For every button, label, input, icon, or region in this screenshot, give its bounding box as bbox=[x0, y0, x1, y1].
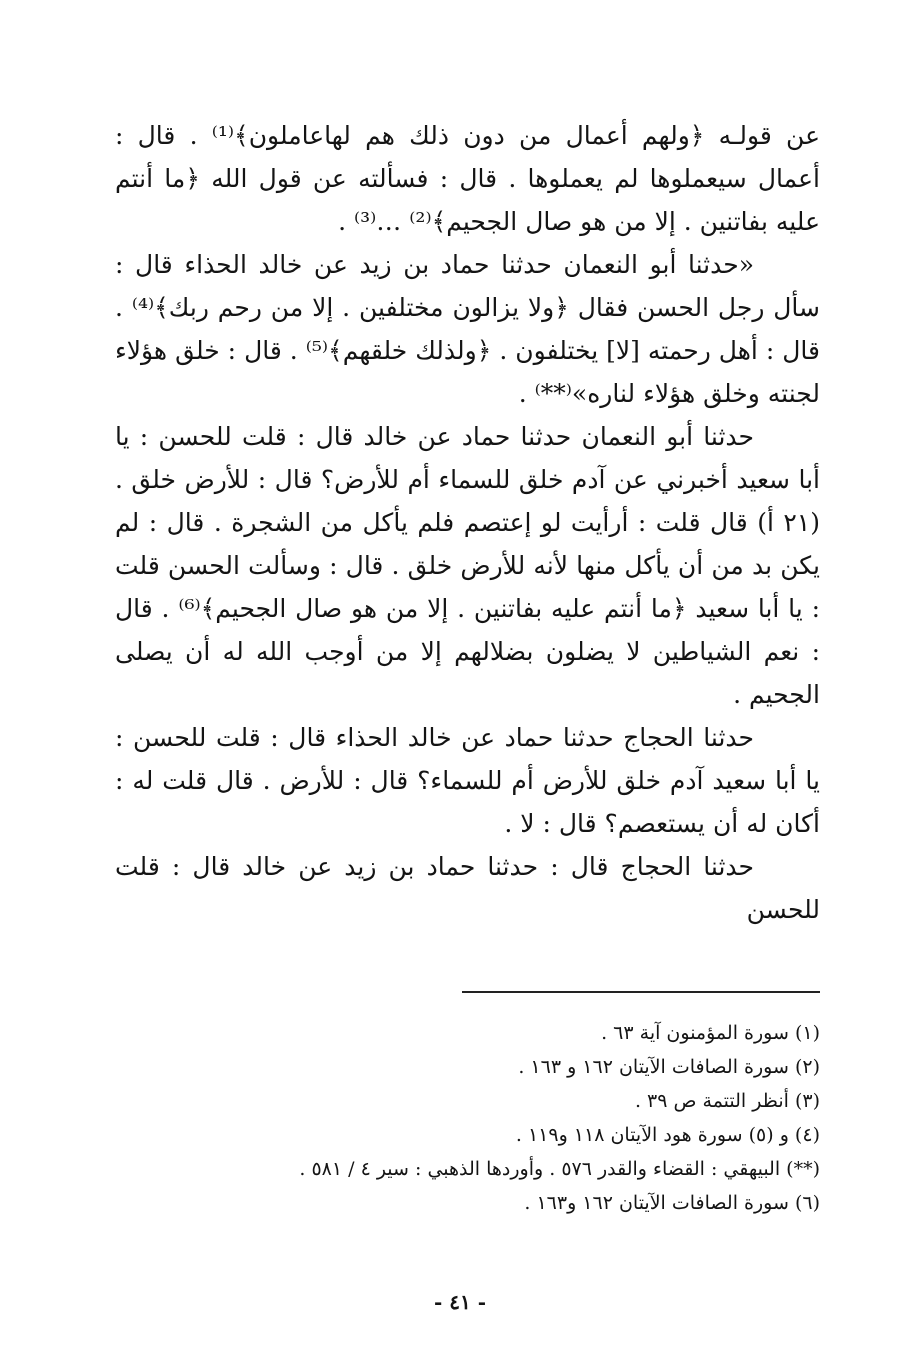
footnote-text: سورة الصافات الآيتان ١٦٢ و١٦٣ . bbox=[524, 1192, 789, 1214]
footnote-text: أنظر التتمة ص ٣٩ . bbox=[634, 1090, 789, 1112]
footnotes bbox=[120, 1016, 820, 1220]
paragraph: حدثنا الحجاج قال : حدثنا حماد بن زيد عن خالد قال : قلت للحسن bbox=[115, 852, 820, 924]
paragraph: حدثنا أبو النعمان حدثنا حماد عن خالد قال : قلت للحسن : يا أبا سعيد أخبرني عن آدم خلق للسماء أم للأرض؟ قال : للأرض خلق . (٢١ أ) قال قلت : أرأيت لو إعتصم فلم يأكل من الشجرة . قال : لم يكن بد من أن يأكل منها لأنه للأرض خلق . قال : وسألت الحسن قلت : يا أبا سعيد ﴿ما أنتم عليه بفاتنين . إلا من هو صال الجحيم﴾⁽⁶⁾ . قال : نعم الشياطين لا يضلون بضلالهم إلا من أوجب الله له أن يصلى الجحيم . bbox=[115, 422, 820, 709]
footnote-item bbox=[120, 1016, 820, 1050]
footnote-marker: (٢) bbox=[794, 1056, 820, 1078]
footnote-text: البيهقي : القضاء والقدر ٥٧٦ . وأوردها الذهبي : سير ٤ / ٥٨١ . bbox=[299, 1158, 781, 1180]
paragraph: «حدثنا أبو النعمان حدثنا حماد بن زيد عن خالد الحذاء قال : سأل رجل الحسن فقال ﴿ولا يزالون مختلفين . إلا من رحم ربك﴾⁽⁴⁾ . قال : أهل رحمته [لا] يختلفون . ﴿ولذلك خلقهم﴾⁽⁵⁾ . قال : خلق هؤلاء لجنته وخلق هؤلاء لناره»⁽**⁾ . bbox=[115, 250, 820, 408]
footnote-text: سورة هود الآيتان ١١٨ و١١٩ . bbox=[515, 1124, 743, 1146]
footnote-item bbox=[120, 1118, 820, 1152]
footnote-text: سورة المؤمنون آية ٦٣ . bbox=[601, 1022, 789, 1044]
footnote-text: سورة الصافات الآيتان ١٦٢ و ١٦٣ . bbox=[518, 1056, 789, 1078]
footnote-marker: (**) bbox=[786, 1158, 820, 1180]
footnote-item bbox=[120, 1050, 820, 1084]
footnote-marker: (٤) و (٥) bbox=[748, 1124, 820, 1146]
main-text bbox=[115, 114, 820, 931]
paragraph: حدثنا الحجاج حدثنا حماد عن خالد الحذاء قال : قلت للحسن : يا أبا سعيد آدم خلق للأرض أم للسماء؟ قال : للأرض . قال قلت له : أكان له أن يستعصم؟ قال : لا . bbox=[115, 723, 820, 838]
page-number: - ٤١ - bbox=[433, 1290, 486, 1314]
footnote-marker: (٦) bbox=[794, 1192, 820, 1214]
footnote-marker: (١) bbox=[794, 1022, 820, 1044]
footnote-item bbox=[120, 1186, 820, 1220]
footnote-divider bbox=[462, 991, 820, 993]
footnote-item bbox=[120, 1152, 820, 1186]
footnote-item bbox=[120, 1084, 820, 1118]
footnote-marker: (٣) bbox=[794, 1090, 820, 1112]
paragraph: عن قولـه ﴿ولهم أعمال من دون ذلك هم لهاعاملون﴾⁽¹⁾ . قال : أعمال سيعملوها لم يعملوها . قال : فسألته عن قول الله ﴿ما أنتم عليه بفاتنين . إلا من هو صال الجحيم﴾⁽²⁾ …⁽³⁾ . bbox=[115, 121, 820, 236]
